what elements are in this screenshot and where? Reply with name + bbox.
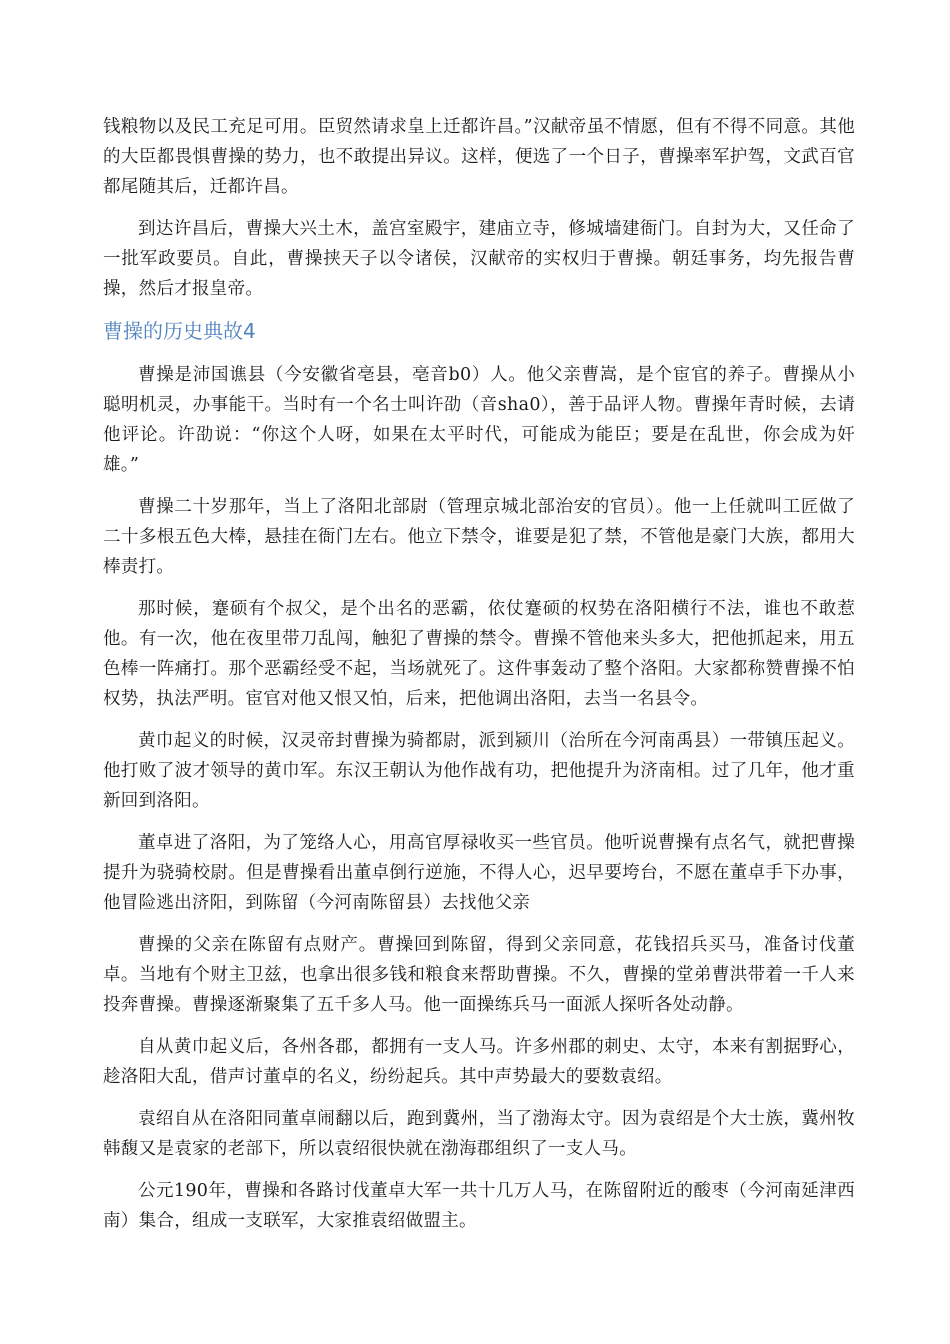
body-paragraph-2: 曹操二十岁那年，当上了洛阳北部尉（管理京城北部治安的官员）。他一上任就叫工匠做了二十多根五色大棒，悬挂在衙门左右。他立下禁令，谁要是犯了禁，不管他是豪门大族，都用大棒责打。 <box>103 497 855 577</box>
body-paragraph-5: 董卓进了洛阳，为了笼络人心，用高官厚禄收买一些官员。他听说曹操有点名气，就把曹操提升为骁骑校尉。但是曹操看出董卓倒行逆施，不得人心，迟早要垮台，不愿在董卓手下办事，他冒险逃出济阳，到陈留（今河南陈留县）去找他父亲 <box>103 833 855 913</box>
body-paragraph-7: 自从黄巾起义后，各州各郡，都拥有一支人马。许多州郡的刺史、太守，本来有割据野心，趁洛阳大乱，借声讨董卓的名义，纷纷起兵。其中声势最大的要数袁绍。 <box>103 1037 855 1087</box>
document-page <box>103 112 855 1248</box>
body-paragraph-8: 袁绍自从在洛阳同董卓闹翻以后，跑到冀州，当了渤海太守。因为袁绍是个大士族，冀州牧韩馥又是袁家的老部下，所以袁绍很快就在渤海郡组织了一支人马。 <box>103 1109 855 1159</box>
body-paragraph-6: 曹操的父亲在陈留有点财产。曹操回到陈留，得到父亲同意，花钱招兵买马，准备讨伐董卓。当地有个财主卫兹，也拿出很多钱和粮食来帮助曹操。不久，曹操的堂弟曹洪带着一千人来投奔曹操。曹操逐渐聚集了五千多人马。他一面操练兵马一面派人探听各处动静。 <box>103 935 855 1015</box>
intro-paragraph-1: 钱粮物以及民工充足可用。臣贸然请求皇上迁都许昌。”汉献帝虽不情愿，但有不得不同意。其他的大臣都畏惧曹操的势力，也不敢提出异议。这样，便选了一个日子，曹操率军护驾，文武百官都尾随其后，迁都许昌。 <box>103 117 855 197</box>
intro-paragraph-2: 到达许昌后，曹操大兴土木，盖宫室殿宇，建庙立寺，修城墙建衙门。自封为大，又任命了一批军政要员。自此，曹操挟天子以令诸侯，汉献帝的实权归于曹操。朝廷事务，均先报告曹操，然后才报皇帝。 <box>103 219 855 299</box>
body-paragraph-1: 曹操是沛国谯县（今安徽省亳县，亳音b0）人。他父亲曹嵩，是个宦官的养子。曹操从小聪明机灵，办事能干。当时有一个名士叫许劭（音sha0），善于品评人物。曹操年青时候，去请他评论。许劭说：“你这个人呀，如果在太平时代，可能成为能臣；要是在乱世，你会成为奸雄。” <box>103 365 855 475</box>
body-paragraph-3: 那时候，蹇硕有个叔父，是个出名的恶霸，依仗蹇硕的权势在洛阳横行不法，谁也不敢惹他。有一次，他在夜里带刀乱闯，触犯了曹操的禁令。曹操不管他来头多大，把他抓起来，用五色棒一阵痛打。那个恶霸经受不起，当场就死了。这件事轰动了整个洛阳。大家都称赞曹操不怕权势，执法严明。宦官对他又恨又怕，后来，把他调出洛阳，去当一名县令。 <box>103 599 855 709</box>
section-heading: 曹操的历史典故4 <box>103 319 256 343</box>
body-paragraph-4: 黄巾起义的时候，汉灵帝封曹操为骑都尉，派到颍川（治所在今河南禹县）一带镇压起义。他打败了波才领导的黄巾军。东汉王朝认为他作战有功，把他提升为济南相。过了几年，他才重新回到洛阳。 <box>103 731 855 811</box>
body-paragraph-9: 公元190年，曹操和各路讨伐董卓大军一共十几万人马，在陈留附近的酸枣（今河南延津西南）集合，组成一支联军，大家推袁绍做盟主。 <box>103 1181 855 1231</box>
